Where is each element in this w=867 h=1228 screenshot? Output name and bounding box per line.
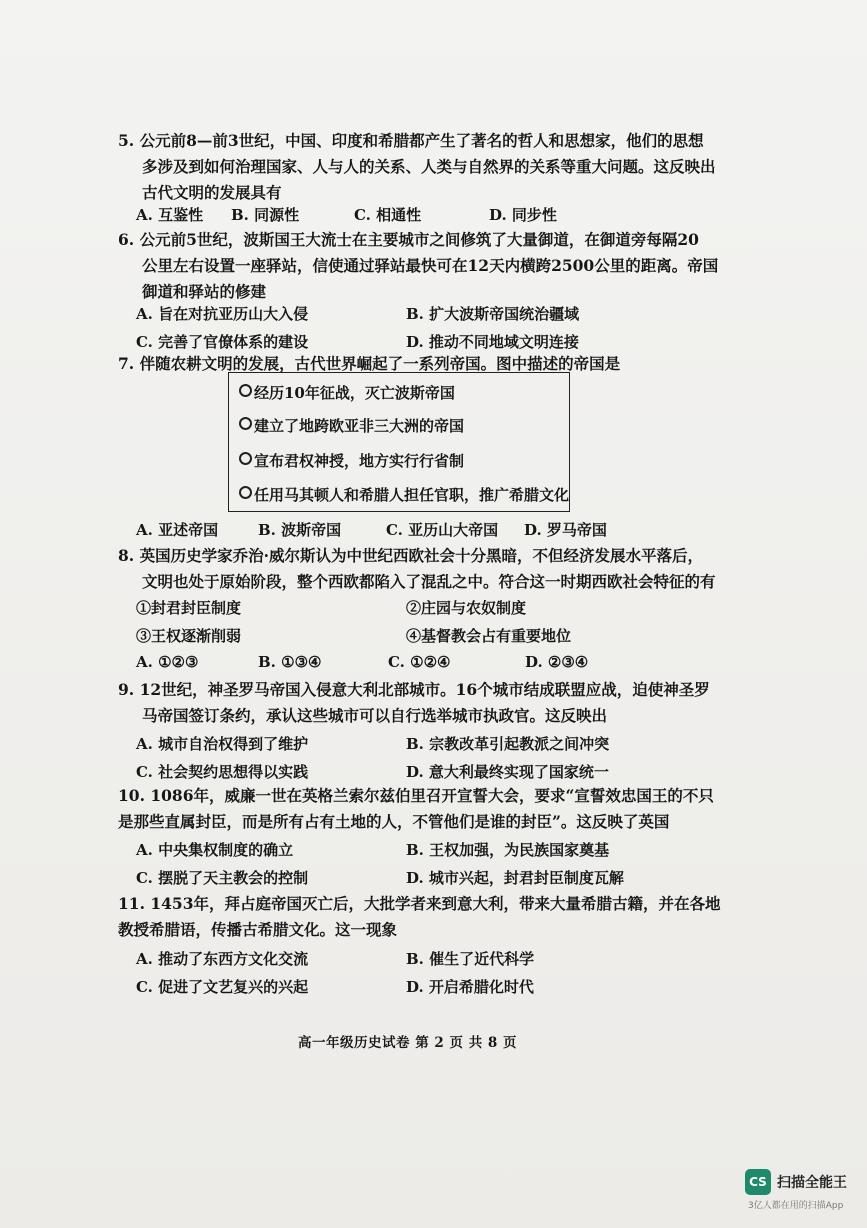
page-footer: 高一年级历史试卷 第 2 页 共 8 页 — [298, 1035, 517, 1051]
question-5-line-3: 古代文明的发展具有 — [142, 183, 282, 202]
question-5 — [118, 128, 808, 206]
option-a[interactable]: A. 中央集权制度的确立 — [136, 841, 294, 859]
question-7-line-1: 7. 伴随农耕文明的发展，古代世界崛起了一系列帝国。图中描述的帝国是 — [118, 354, 621, 373]
question-11-line-1: 11. 1453年，拜占庭帝国灭亡后，大批学者来到意大利，带来大量希腊古籍，并在各地 — [118, 894, 721, 913]
option-d[interactable]: D. 同步性 — [489, 206, 557, 224]
circle-bullet-icon — [239, 384, 252, 397]
question-8-line-2: 文明也处于原始阶段，整个西欧都陷入了混乱之中。符合这一时期西欧社会特征的有 — [142, 572, 716, 591]
option-d[interactable]: D. 城市兴起，封君封臣制度瓦解 — [406, 869, 624, 887]
camscanner-logo-icon: CS — [745, 1169, 771, 1195]
question-6-line-1: 6. 公元前5世纪，波斯国王大流士在主要城市之间修筑了大量御道，在御道旁每隔20 — [118, 230, 699, 249]
box-item-3: 宣布君权神授，地方实行行省制 — [239, 450, 464, 471]
statement-3: ③王权逐渐削弱 — [136, 627, 242, 645]
box-item-4: 任用马其顿人和希腊人担任官职，推广希腊文化 — [239, 484, 569, 505]
question-6-line-2: 公里左右设置一座驿站，信使通过驿站最快可在12天内横跨2500公里的距离。帝国 — [142, 256, 719, 275]
question-8-options — [136, 653, 776, 671]
question-9-line-2: 马帝国签订条约，承认这些城市可以自行选举城市执政官。这反映出 — [142, 706, 608, 725]
option-c[interactable]: C. 促进了文艺复兴的兴起 — [136, 978, 309, 996]
option-c[interactable]: C. 亚历山大帝国 — [386, 521, 499, 539]
option-a[interactable]: A. ①②③ — [136, 653, 199, 671]
scanner-logo — [745, 1169, 847, 1195]
question-10 — [118, 783, 808, 835]
box-item-1: 经历10年征战，灭亡波斯帝国 — [239, 382, 455, 403]
option-b[interactable]: B. ①③④ — [258, 653, 322, 671]
question-6-options — [136, 300, 776, 356]
scanner-app-name: 扫描全能王 — [777, 1175, 847, 1191]
question-9-options — [136, 730, 776, 786]
option-d[interactable]: D. 开启希腊化时代 — [406, 978, 534, 996]
option-b[interactable]: B. 王权加强，为民族国家奠基 — [406, 841, 610, 859]
option-b[interactable]: B. 波斯帝国 — [258, 521, 342, 539]
question-11 — [118, 891, 808, 943]
circle-bullet-icon — [239, 486, 252, 499]
option-d[interactable]: D. 罗马帝国 — [524, 521, 607, 539]
option-d[interactable]: D. 意大利最终实现了国家统一 — [406, 763, 609, 781]
option-a[interactable]: A. 旨在对抗亚历山大入侵 — [136, 305, 309, 323]
option-c[interactable]: C. ①②④ — [388, 653, 451, 671]
option-b[interactable]: B. 宗教改革引起教派之间冲突 — [406, 735, 610, 753]
question-5-line-1: 5. 公元前8—前3世纪，中国、印度和希腊都产生了著名的哲人和思想家，他们的思想 — [118, 131, 704, 150]
question-8-line-1: 8. 英国历史学家乔治·威尔斯认为中世纪西欧社会十分黑暗，不但经济发展水平落后， — [118, 546, 703, 565]
question-6-line-3: 御道和驿站的修建 — [142, 282, 267, 301]
option-d[interactable]: D. ②③④ — [525, 653, 589, 671]
question-10-line-1: 10. 1086年，威廉一世在英格兰索尔兹伯里召开宣誓大会，要求“宣誓效忠国王的不只 — [118, 786, 714, 805]
option-c[interactable]: C. 摆脱了天主教会的控制 — [136, 869, 309, 887]
option-b[interactable]: B. 扩大波斯帝国统治疆域 — [406, 305, 580, 323]
question-8-statements — [136, 594, 776, 650]
scanner-tagline: 3亿人都在用的扫描App — [748, 1201, 844, 1211]
question-11-line-2: 教授希腊语，传播古希腊文化。这一现象 — [118, 920, 398, 939]
option-c[interactable]: C. 完善了官僚体系的建设 — [136, 333, 309, 351]
option-c[interactable]: C. 相通性 — [354, 206, 422, 224]
question-10-options — [136, 836, 776, 892]
question-5-line-2: 多涉及到如何治理国家、人与人的关系、人类与自然界的关系等重大问题。这反映出 — [142, 157, 716, 176]
question-7-options — [136, 519, 776, 540]
option-c[interactable]: C. 社会契约思想得以实践 — [136, 763, 309, 781]
question-11-options — [136, 945, 776, 1001]
question-5-options — [136, 204, 776, 225]
question-8 — [118, 543, 808, 595]
option-a[interactable]: A. 互鉴性 — [136, 206, 204, 224]
option-a[interactable]: A. 城市自治权得到了维护 — [136, 735, 309, 753]
circle-bullet-icon — [239, 452, 252, 465]
question-6 — [118, 227, 808, 305]
statement-2: ②庄园与农奴制度 — [406, 599, 527, 617]
empire-description-box — [228, 372, 570, 512]
option-b[interactable]: B. 催生了近代科学 — [406, 950, 535, 968]
statement-1: ①封君封臣制度 — [136, 599, 242, 617]
circle-bullet-icon — [239, 417, 252, 430]
question-9-line-1: 9. 12世纪，神圣罗马帝国入侵意大利北部城市。16个城市结成联盟应战，迫使神圣罗 — [118, 680, 710, 699]
question-10-line-2: 是那些直属封臣，而是所有占有土地的人，不管他们是谁的封臣”。这反映了英国 — [118, 812, 670, 831]
box-item-2: 建立了地跨欧亚非三大洲的帝国 — [239, 415, 464, 436]
option-d[interactable]: D. 推动不同地域文明连接 — [406, 333, 579, 351]
option-b[interactable]: B. 同源性 — [231, 206, 300, 224]
question-9 — [118, 677, 808, 729]
statement-4: ④基督教会占有重要地位 — [406, 627, 572, 645]
option-a[interactable]: A. 推动了东西方文化交流 — [136, 950, 309, 968]
option-a[interactable]: A. 亚述帝国 — [136, 521, 219, 539]
